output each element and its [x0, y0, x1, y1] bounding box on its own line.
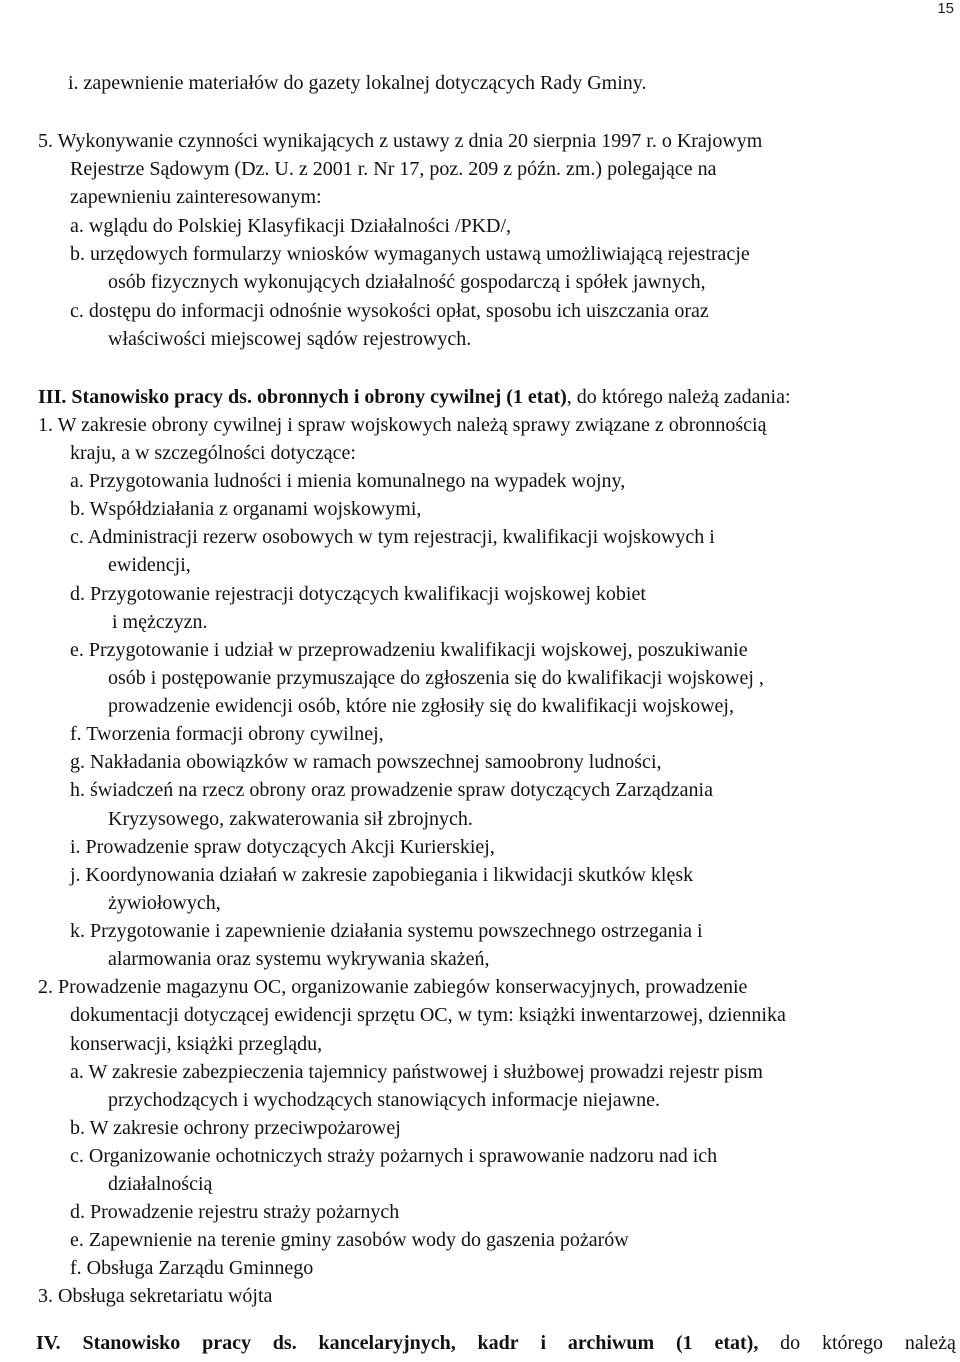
text-line: działalnością — [108, 1173, 213, 1195]
list-item: c. Administracji rezerw osobowych w tym rejestracji, kwalifikacji wojskowych i — [70, 526, 715, 548]
list-item: a. W zakresie zabezpieczenia tajemnicy państwowej i służbowej prowadzi rejestr pism — [70, 1061, 763, 1083]
list-item: a. Przygotowania ludności i mienia komunalnego na wypadek wojny, — [70, 470, 626, 492]
list-item: 5. Wykonywanie czynności wynikających z ustawy z dnia 20 sierpnia 1997 r. o Krajowym — [38, 130, 763, 152]
text-line: konserwacji, książki przeglądu, — [70, 1033, 323, 1055]
list-item: 3. Obsługa sekretariatu wójta — [38, 1285, 273, 1307]
list-item: k. Przygotowanie i zapewnienie działania systemu powszechnego ostrzegania i — [70, 920, 703, 942]
heading-word: do — [780, 1332, 801, 1354]
heading-word: kadr — [477, 1332, 519, 1354]
text-line: zapewnieniu zainteresowanym: — [70, 186, 322, 208]
text-line: ewidencji, — [108, 554, 191, 576]
text-line: właściwości miejscowej sądów rejestrowych. — [108, 328, 472, 350]
list-item: i. zapewnienie materiałów do gazety lokalnej dotyczących Rady Gminy. — [68, 72, 647, 94]
list-item: f. Tworzenia formacji obrony cywilnej, — [70, 723, 384, 745]
text-line: osób i postępowanie przymuszające do zgłoszenia się do kwalifikacji wojskowej , — [108, 667, 764, 689]
heading-word: którego — [821, 1332, 884, 1354]
heading-word: archiwum — [567, 1332, 655, 1354]
list-item: e. Przygotowanie i udział w przeprowadzeniu kwalifikacji wojskowej, poszukiwanie — [70, 639, 748, 661]
list-item: e. Zapewnienie na terenie gminy zasobów wody do gaszenia pożarów — [70, 1229, 629, 1251]
list-item: c. dostępu do informacji odnośnie wysokości opłat, sposobu ich uiszczania oraz — [70, 300, 709, 322]
list-item: b. urzędowych formularzy wniosków wymaganych ustawą umożliwiającą rejestracje — [70, 243, 750, 265]
list-item: h. świadczeń na rzecz obrony oraz prowadzenie spraw dotyczących Zarządzania — [70, 779, 713, 801]
text-line: Rejestrze Sądowym (Dz. U. z 2001 r. Nr 17, poz. 209 z późn. zm.) polegające na — [70, 158, 717, 180]
list-item: i. Prowadzenie spraw dotyczących Akcji Kurierskiej, — [70, 836, 495, 858]
heading-word: należą — [904, 1332, 956, 1354]
section-heading-iv — [36, 1330, 956, 1356]
text-line: alarmowania oraz systemu wykrywania skażeń, — [108, 948, 490, 970]
heading-word: Stanowisko — [82, 1332, 181, 1354]
text-line: kraju, a w szczególności dotyczące: — [70, 442, 356, 464]
list-item: d. Przygotowanie rejestracji dotyczących kwalifikacji wojskowej kobiet — [70, 583, 646, 605]
text-line: osób fizycznych wykonujących działalność gospodarczą i spółek jawnych, — [108, 271, 706, 293]
section-heading-bold: III. Stanowisko pracy ds. obronnych i obrony cywilnej (1 etat) — [38, 386, 567, 408]
text-line: Kryzysowego, zakwaterowania sił zbrojnych. — [108, 808, 473, 830]
heading-word: pracy — [202, 1332, 251, 1354]
text-line: i mężczyzn. — [112, 611, 208, 633]
list-item: a. wglądu do Polskiej Klasyfikacji Działalności /PKD/, — [70, 215, 512, 237]
heading-word: IV. — [36, 1332, 61, 1354]
text-line: dokumentacji dotyczącej ewidencji sprzętu OC, w tym: książki inwentarzowej, dziennika — [70, 1004, 786, 1026]
section-heading-rest: , do którego należą zadania: — [566, 386, 791, 408]
heading-word: kancelaryjnych, — [318, 1332, 456, 1354]
section-heading-iii — [38, 384, 791, 410]
heading-word: etat), — [714, 1332, 759, 1354]
list-item: j. Koordynowania działań w zakresie zapobiegania i likwidacji skutków klęsk — [70, 864, 694, 886]
list-item: b. W zakresie ochrony przeciwpożarowej — [70, 1117, 401, 1139]
heading-word: ds. — [272, 1332, 297, 1354]
text-line: prowadzenie ewidencji osób, które nie zgłosiły się do kwalifikacji wojskowej, — [108, 695, 734, 717]
list-item: g. Nakładania obowiązków w ramach powszechnej samoobrony ludności, — [70, 751, 662, 773]
list-item: c. Organizowanie ochotniczych straży pożarnych i sprawowanie nadzoru nad ich — [70, 1145, 718, 1167]
heading-word: (1 — [675, 1332, 693, 1354]
text-line: przychodzących i wychodzących stanowiących informacje niejawne. — [108, 1089, 660, 1111]
list-item: f. Obsługa Zarządu Gminnego — [70, 1257, 314, 1279]
text-line: żywiołowych, — [108, 892, 221, 914]
list-item: b. Współdziałania z organami wojskowymi, — [70, 498, 422, 520]
list-item: d. Prowadzenie rejestru straży pożarnych — [70, 1201, 400, 1223]
page-number: 15 — [937, 0, 954, 17]
list-item: 2. Prowadzenie magazynu OC, organizowanie zabiegów konserwacyjnych, prowadzenie — [38, 976, 748, 998]
heading-word: i — [540, 1332, 547, 1354]
list-item: 1. W zakresie obrony cywilnej i spraw wojskowych należą sprawy związane z obronnością — [38, 414, 767, 436]
